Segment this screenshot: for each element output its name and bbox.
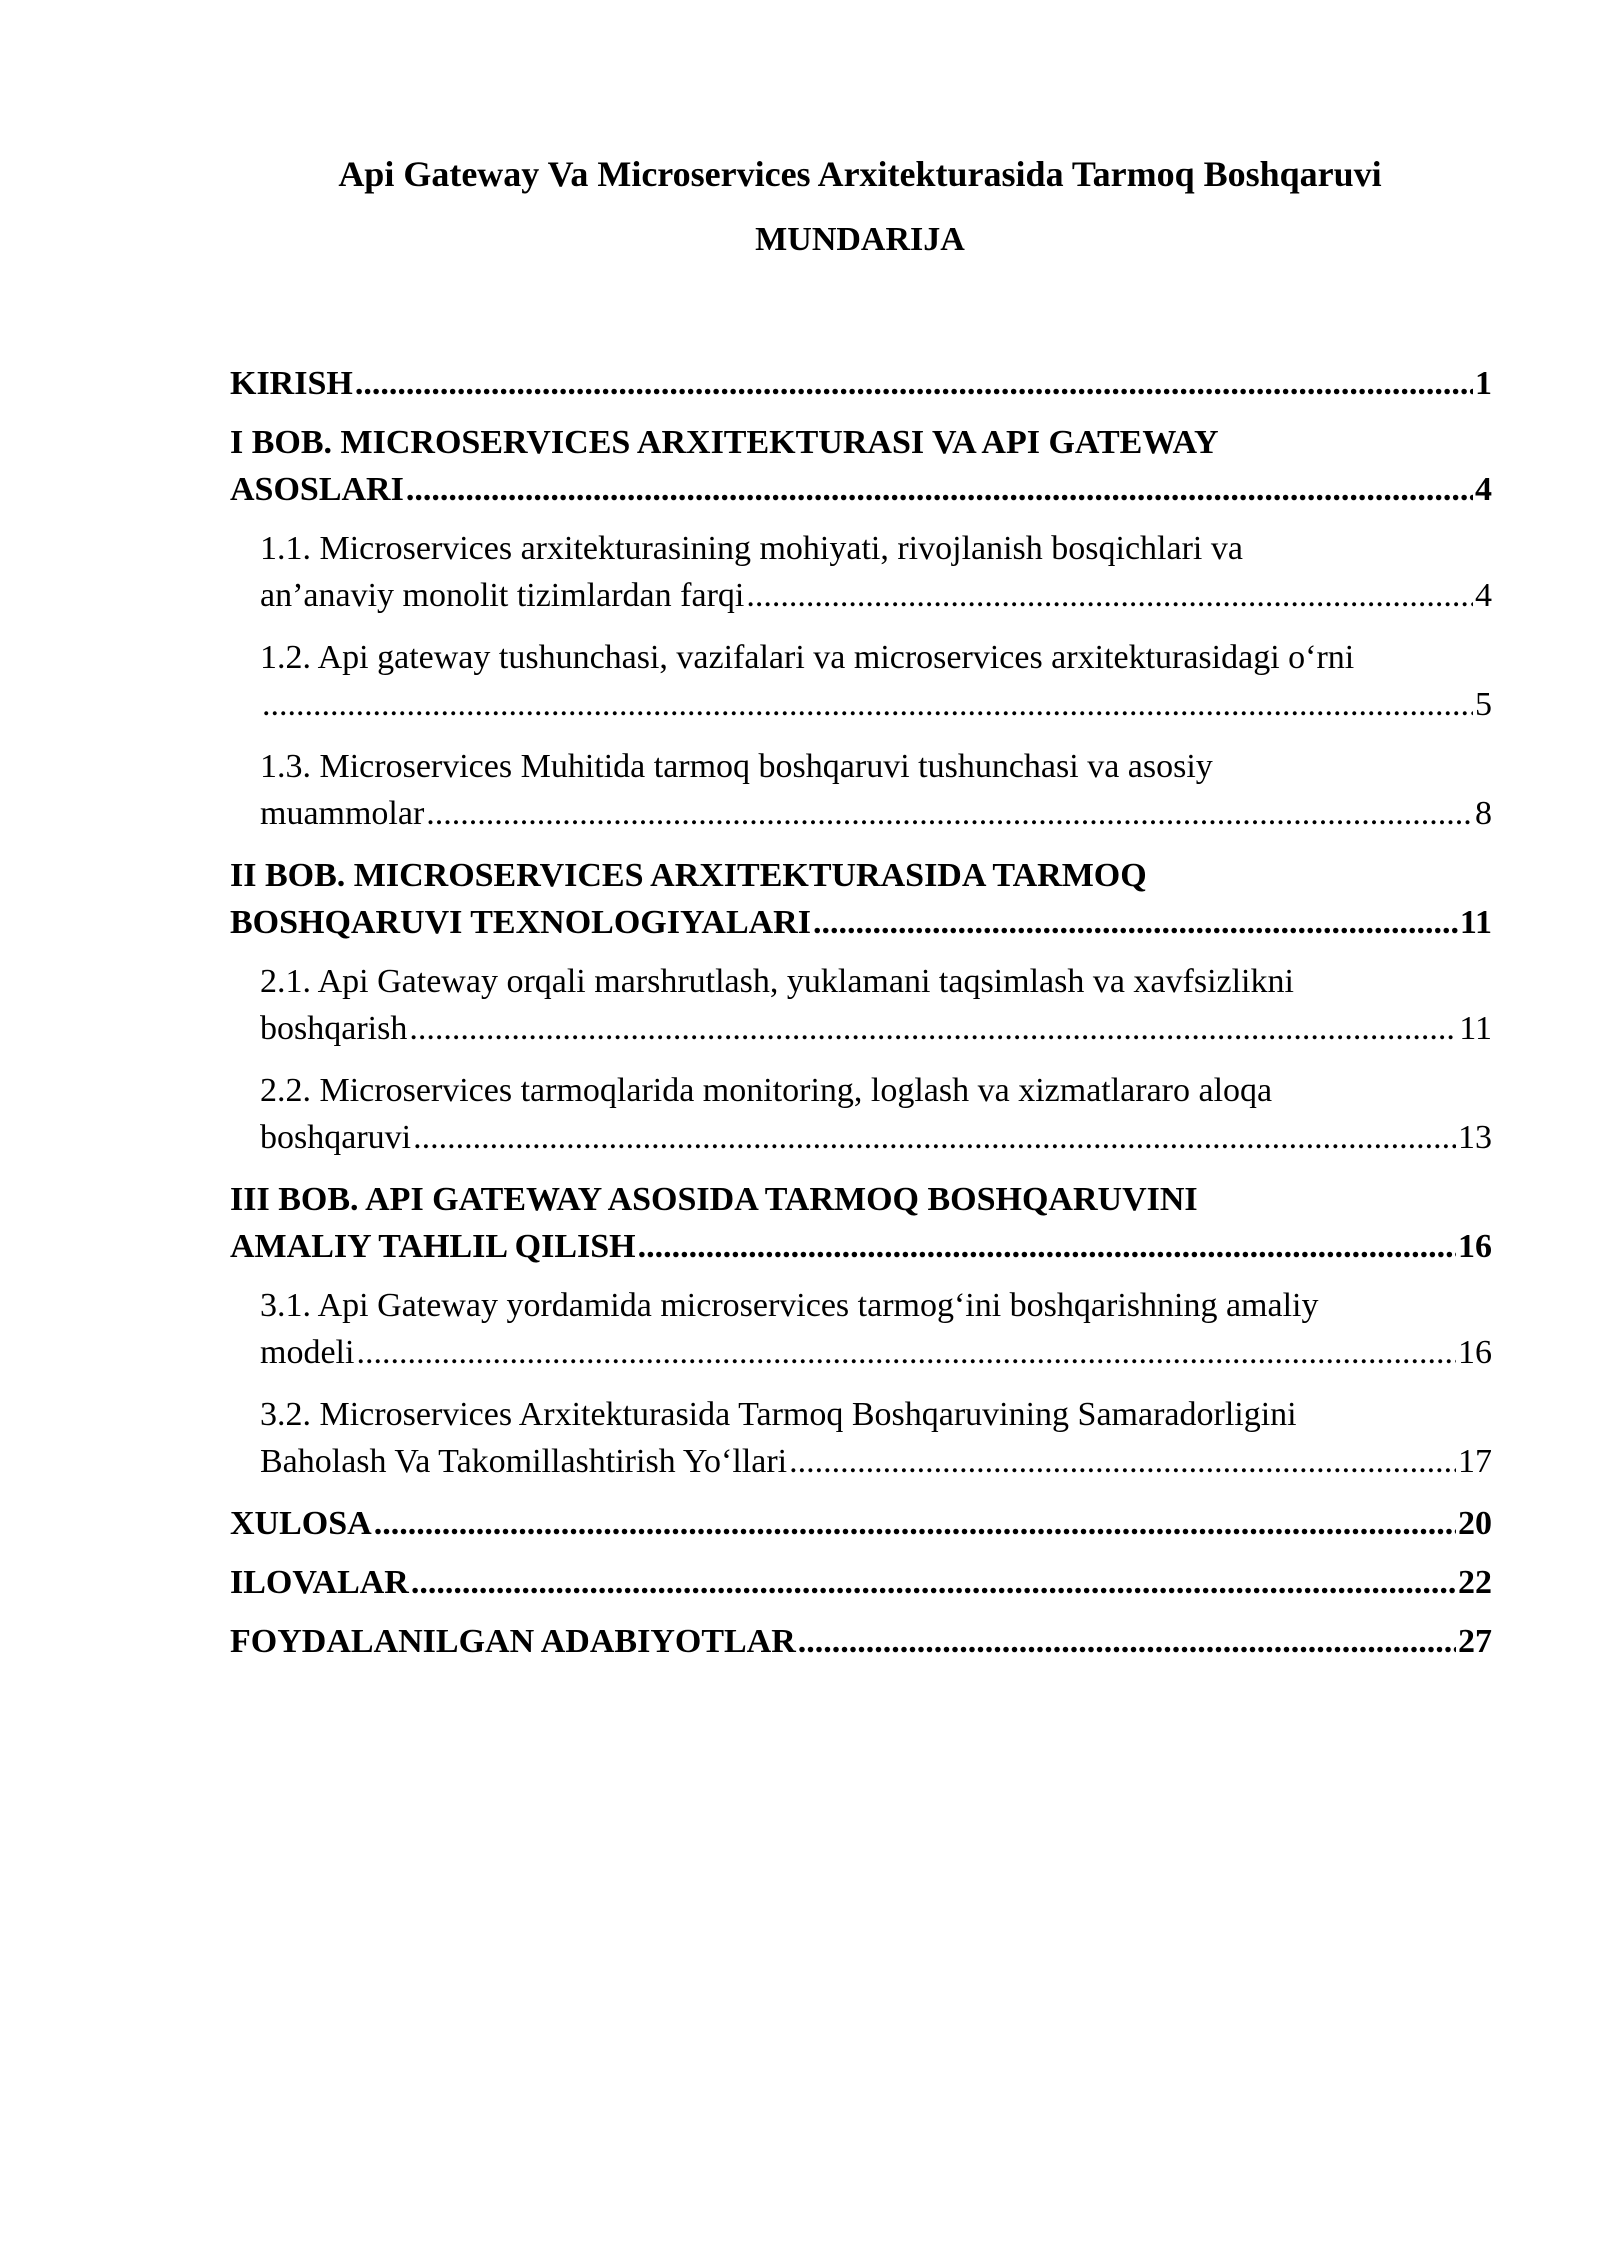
toc-entry-adabiyotlar[interactable] xyxy=(230,1618,1492,1665)
toc-entry-line: 1.2. Api gateway tushunchasi, vazifalari va microservices arxitekturasidagi o‘rni xyxy=(260,639,1355,676)
dot-leader xyxy=(353,360,1473,407)
toc-entry-2-2[interactable] xyxy=(230,1067,1492,1161)
toc-entry-title: FOYDALANILGAN ADABIYOTLAR xyxy=(230,1623,796,1660)
dot-leader xyxy=(354,1329,1456,1376)
toc-entry-3-1[interactable] xyxy=(230,1282,1492,1376)
toc-entry-2-1[interactable] xyxy=(230,958,1492,1052)
toc-entry-title: ILOVALAR xyxy=(230,1564,409,1601)
toc-heading: MUNDARIJA xyxy=(755,221,965,258)
toc-entry-chapter-3[interactable] xyxy=(230,1176,1492,1270)
toc-entry-chapter-1[interactable] xyxy=(230,419,1492,513)
toc-page-number: 11 xyxy=(1459,904,1492,941)
dot-leader xyxy=(404,466,1473,513)
toc-page-number: 16 xyxy=(1458,1334,1492,1371)
toc-page-number: 13 xyxy=(1458,1119,1492,1156)
document-title: Api Gateway Va Microservices Arxitekturasida Tarmoq Boshqaruvi xyxy=(338,154,1382,194)
toc-entry-1-3[interactable] xyxy=(230,743,1492,837)
table-of-contents xyxy=(230,360,1492,1677)
dot-leader xyxy=(409,1559,1456,1606)
toc-page-number: 4 xyxy=(1475,577,1492,614)
toc-entry-line: 3.1. Api Gateway yordamida microservices tarmog‘ini boshqarishning amaliy xyxy=(260,1287,1319,1324)
toc-page-number: 22 xyxy=(1458,1564,1492,1601)
toc-page-number: 17 xyxy=(1458,1443,1492,1480)
toc-page-number: 27 xyxy=(1458,1623,1492,1660)
toc-entry-line: II BOB. MICROSERVICES ARXITEKTURASIDA TARMOQ xyxy=(230,857,1147,894)
dot-leader xyxy=(424,790,1473,837)
dot-leader xyxy=(787,1438,1456,1485)
toc-entry-title: an’anaviy monolit tizimlardan farqi xyxy=(260,577,745,614)
toc-page-number: 1 xyxy=(1475,365,1492,402)
toc-entry-title: XULOSA xyxy=(230,1505,372,1542)
toc-entry-title: boshqarish xyxy=(260,1010,408,1047)
toc-entry-line: 1.1. Microservices arxitekturasining mohiyati, rivojlanish bosqichlari va xyxy=(260,530,1243,567)
dot-leader xyxy=(636,1223,1456,1270)
toc-entry-1-2[interactable] xyxy=(230,634,1492,728)
toc-page-number: 11 xyxy=(1459,1010,1492,1047)
toc-entry-title: BOSHQARUVI TEXNOLOGIYALARI xyxy=(230,904,811,941)
dot-leader xyxy=(796,1618,1456,1665)
dot-leader xyxy=(411,1114,1456,1161)
toc-page-number: 20 xyxy=(1458,1505,1492,1542)
toc-entry-title: KIRISH xyxy=(230,365,353,402)
dot-leader xyxy=(407,1005,1457,1052)
toc-entry-line: I BOB. MICROSERVICES ARXITEKTURASI VA API GATEWAY xyxy=(230,424,1219,461)
toc-entry-title: modeli xyxy=(260,1334,355,1371)
dot-leader xyxy=(372,1500,1456,1547)
dot-leader xyxy=(744,572,1473,619)
toc-entry-kirish[interactable] xyxy=(230,360,1492,407)
dot-leader xyxy=(811,899,1458,946)
toc-entry-chapter-2[interactable] xyxy=(230,852,1492,946)
toc-entry-line: 1.3. Microservices Muhitida tarmoq boshqaruvi tushunchasi va asosiy xyxy=(260,748,1213,785)
toc-entry-title: boshqaruvi xyxy=(260,1119,412,1156)
toc-page-number: 4 xyxy=(1475,471,1492,508)
toc-entry-line: 2.1. Api Gateway orqali marshrutlash, yuklamani taqsimlash va xavfsizlikni xyxy=(260,963,1294,1000)
toc-entry-title: ASOSLARI xyxy=(230,471,404,508)
toc-entry-title: muammolar xyxy=(260,795,425,832)
toc-entry-3-2[interactable] xyxy=(230,1391,1492,1485)
toc-entry-line: III BOB. API GATEWAY ASOSIDA TARMOQ BOSHQARUVINI xyxy=(230,1181,1198,1218)
toc-page-number: 8 xyxy=(1475,795,1492,832)
toc-entry-xulosa[interactable] xyxy=(230,1500,1492,1547)
toc-entry-ilovalar[interactable] xyxy=(230,1559,1492,1606)
toc-entry-title: Baholash Va Takomillashtirish Yo‘llari xyxy=(260,1443,788,1480)
toc-page-number: 5 xyxy=(1475,686,1492,723)
toc-page-number: 16 xyxy=(1458,1228,1492,1265)
toc-entry-title: AMALIY TAHLIL QILISH xyxy=(230,1228,636,1265)
toc-entry-line: 3.2. Microservices Arxitekturasida Tarmoq Boshqaruvining Samaradorligini xyxy=(260,1396,1297,1433)
dot-leader xyxy=(260,681,1473,728)
toc-entry-1-1[interactable] xyxy=(230,525,1492,619)
toc-entry-line: 2.2. Microservices tarmoqlarida monitoring, loglash va xizmatlararo aloqa xyxy=(260,1072,1273,1109)
